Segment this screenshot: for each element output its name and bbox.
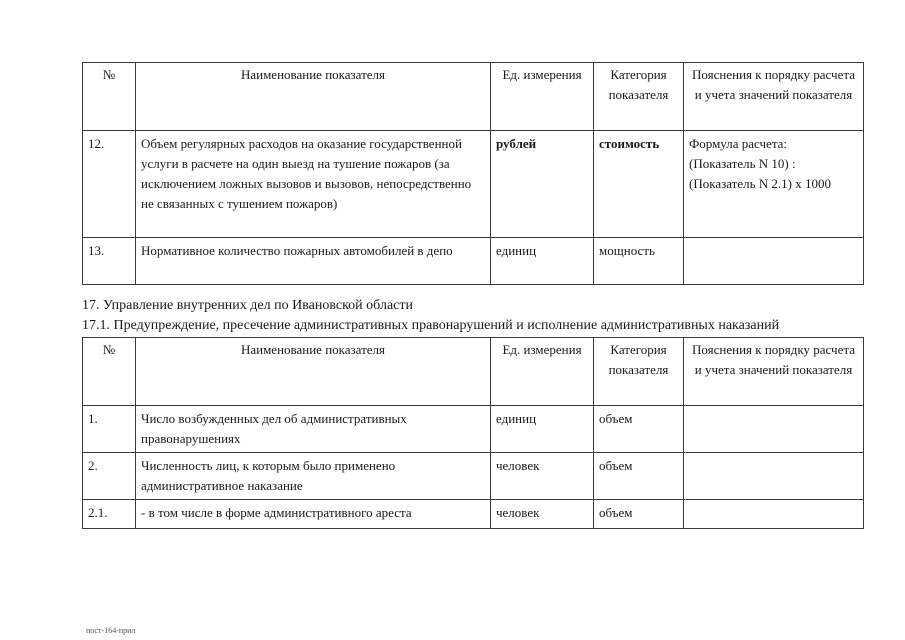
header-unit: Ед. измерения <box>491 63 594 131</box>
row-notes <box>684 500 864 529</box>
header-unit: Ед. измерения <box>491 338 594 406</box>
formula-label: Формула расчета: <box>689 136 788 151</box>
row-category: объем <box>594 406 684 453</box>
indicators-table-2 <box>82 337 864 529</box>
section-subtitle: 17.1. Предупреждение, пресечение административных правонарушений и исполнение административных наказаний <box>82 318 780 333</box>
row-unit: человек <box>491 453 594 500</box>
row-num: 12. <box>83 131 136 238</box>
row-unit: человек <box>491 500 594 529</box>
row-num: 13. <box>83 238 136 285</box>
row-unit: рублей <box>491 131 594 238</box>
row-category: стоимость <box>594 131 684 238</box>
header-num: № <box>83 63 136 131</box>
indicators-table-1 <box>82 62 864 285</box>
row-name: Объем регулярных расходов на оказание государственной услуги в расчете на один выезд на тушение пожаров (за исключением ложных вызовов и вызовов, непосредственно не связанных с тушением пожаров) <box>136 131 491 238</box>
table-row <box>83 453 864 500</box>
row-category: объем <box>594 453 684 500</box>
row-category: объем <box>594 500 684 529</box>
header-num: № <box>83 338 136 406</box>
row-name: - в том числе в форме административного ареста <box>136 500 491 529</box>
header-notes: Пояснения к порядку расчета и учета значений показателя <box>684 63 864 131</box>
row-notes <box>684 131 864 238</box>
header-name: Наименование показателя <box>136 338 491 406</box>
row-num: 2. <box>83 453 136 500</box>
header-category: Категория показателя <box>594 63 684 131</box>
header-name: Наименование показателя <box>136 63 491 131</box>
row-num: 1. <box>83 406 136 453</box>
row-notes <box>684 238 864 285</box>
header-category: Категория показателя <box>594 338 684 406</box>
row-num: 2.1. <box>83 500 136 529</box>
table-row <box>83 406 864 453</box>
row-notes <box>684 453 864 500</box>
row-category: мощность <box>594 238 684 285</box>
row-unit: единиц <box>491 238 594 285</box>
header-notes: Пояснения к порядку расчета и учета значений показателя <box>684 338 864 406</box>
section-title: 17. Управление внутренних дел по Ивановской области <box>82 298 413 313</box>
table-header-row <box>83 338 864 406</box>
row-unit: единиц <box>491 406 594 453</box>
table-row <box>83 500 864 529</box>
table-row <box>83 131 864 238</box>
formula-line-1: (Показатель N 10) : <box>689 156 796 171</box>
table-row <box>83 238 864 285</box>
page-footer: пост-164-прил <box>86 626 136 635</box>
row-notes <box>684 406 864 453</box>
row-name: Нормативное количество пожарных автомобилей в депо <box>136 238 491 285</box>
formula-line-2: (Показатель N 2.1) х 1000 <box>689 176 832 191</box>
row-name: Численность лиц, к которым было применено административное наказание <box>136 453 491 500</box>
table-header-row <box>83 63 864 131</box>
row-name: Число возбужденных дел об административных правонарушениях <box>136 406 491 453</box>
